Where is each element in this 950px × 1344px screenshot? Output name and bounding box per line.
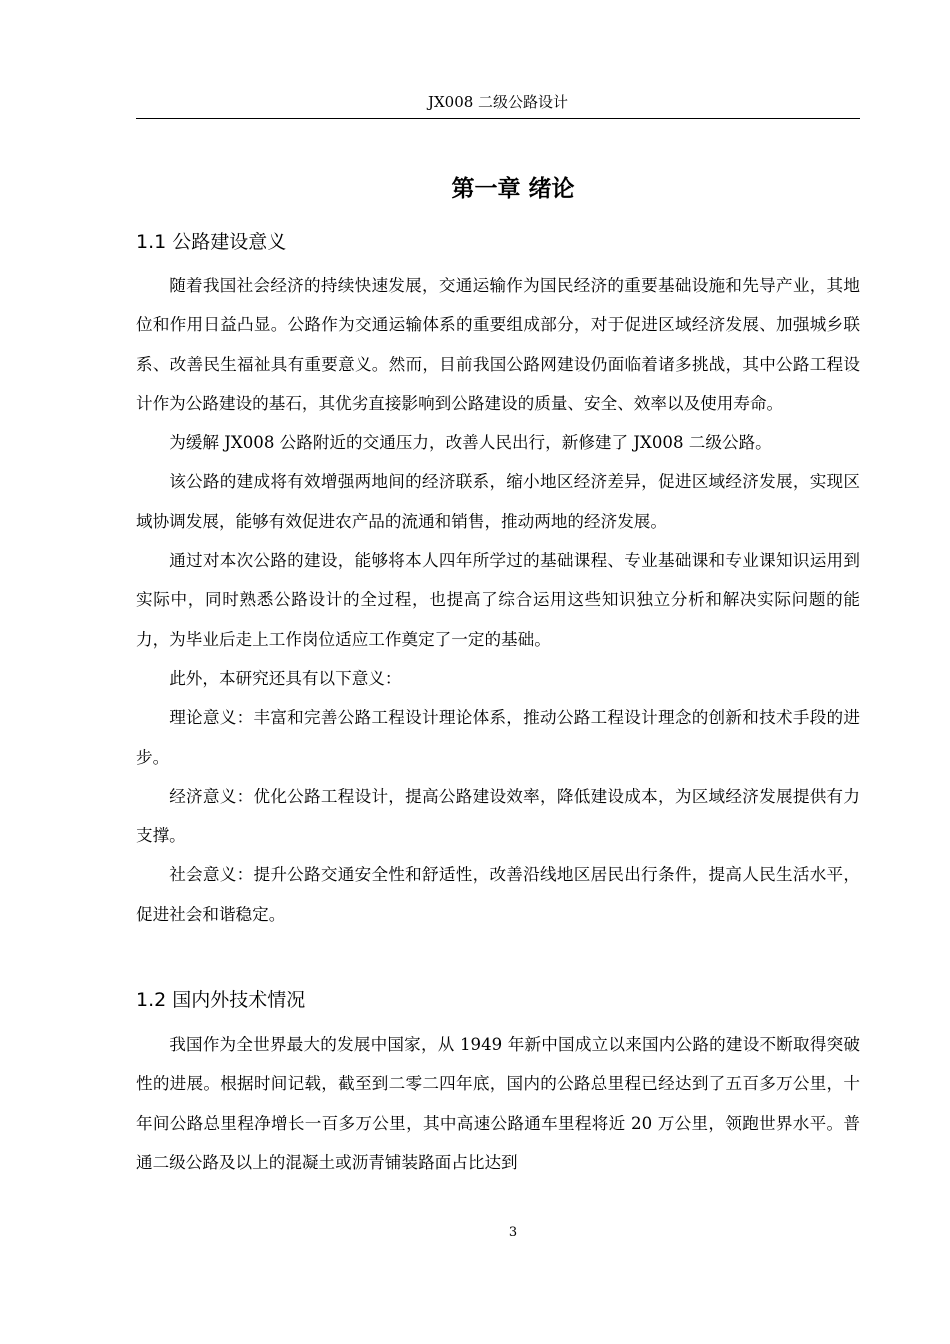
section-1-2-body — [136, 1025, 860, 1182]
paragraph: 为缓解 JX008 公路附近的交通压力，改善人民出行，新修建了 JX008 二级公路。 — [169, 433, 772, 453]
paragraph: 社会意义：提升公路交通安全性和舒适性，改善沿线地区居民出行条件，提高人民生活水平，促进社会和谐稳定。 — [136, 865, 860, 924]
paragraph: 此外，本研究还具有以下意义： — [169, 668, 402, 688]
paragraph: 通过对本次公路的建设，能够将本人四年所学过的基础课程、专业基础课和专业课知识运用到实际中，同时熟悉公路设计的全过程，也提高了综合运用这些知识独立分析和解决实际问题的能力，为毕业后走上工作岗位适应工作奠定了一定的基础。 — [136, 551, 860, 649]
running-header: JX008 二级公路设计 — [427, 93, 569, 111]
section-heading-1-1: 1.1 公路建设意义 — [136, 231, 287, 253]
page-number: 3 — [508, 1225, 518, 1240]
section-heading-1-2: 1.2 国内外技术情况 — [136, 989, 306, 1011]
chapter-title: 第一章 绪论 — [451, 176, 575, 202]
paragraph: 该公路的建成将有效增强两地间的经济联系，缩小地区经济差异，促进区域经济发展，实现区域协调发展，能够有效促进农产品的流通和销售，推动两地的经济发展。 — [136, 472, 860, 531]
section-1-1-body — [136, 266, 860, 934]
paragraph: 经济意义：优化公路工程设计，提高公路建设效率，降低建设成本，为区域经济发展提供有力支撑。 — [136, 786, 860, 846]
paragraph: 随着我国社会经济的持续快速发展，交通运输作为国民经济的重要基础设施和先导产业，其地位和作用日益凸显。公路作为交通运输体系的重要组成部分，对于促进区域经济发展、加强城乡联系、改善民生福祉具有重要意义。然而，目前我国公路网建设仍面临着诸多挑战，其中公路工程设计作为公路建设的基石，其优劣直接影响到公路建设的质量、安全、效率以及使用寿命。 — [136, 276, 860, 413]
header-rule — [136, 118, 860, 119]
paragraph: 我国作为全世界最大的发展中国家，从 1949 年新中国成立以来国内公路的建设不断取得突破性的进展。根据时间记载，截至到二零二四年底，国内的公路总里程已经达到了五百多万公里，十年间公路总里程净增长一百多万公里，其中高速公路通车里程将近 20 万公里，领跑世界水平。普通二级公路及以上的混凝土或沥青铺装路面占比达到 — [136, 1035, 860, 1172]
paragraph: 理论意义：丰富和完善公路工程设计理论体系，推动公路工程设计理念的创新和技术手段的进步。 — [136, 708, 860, 767]
